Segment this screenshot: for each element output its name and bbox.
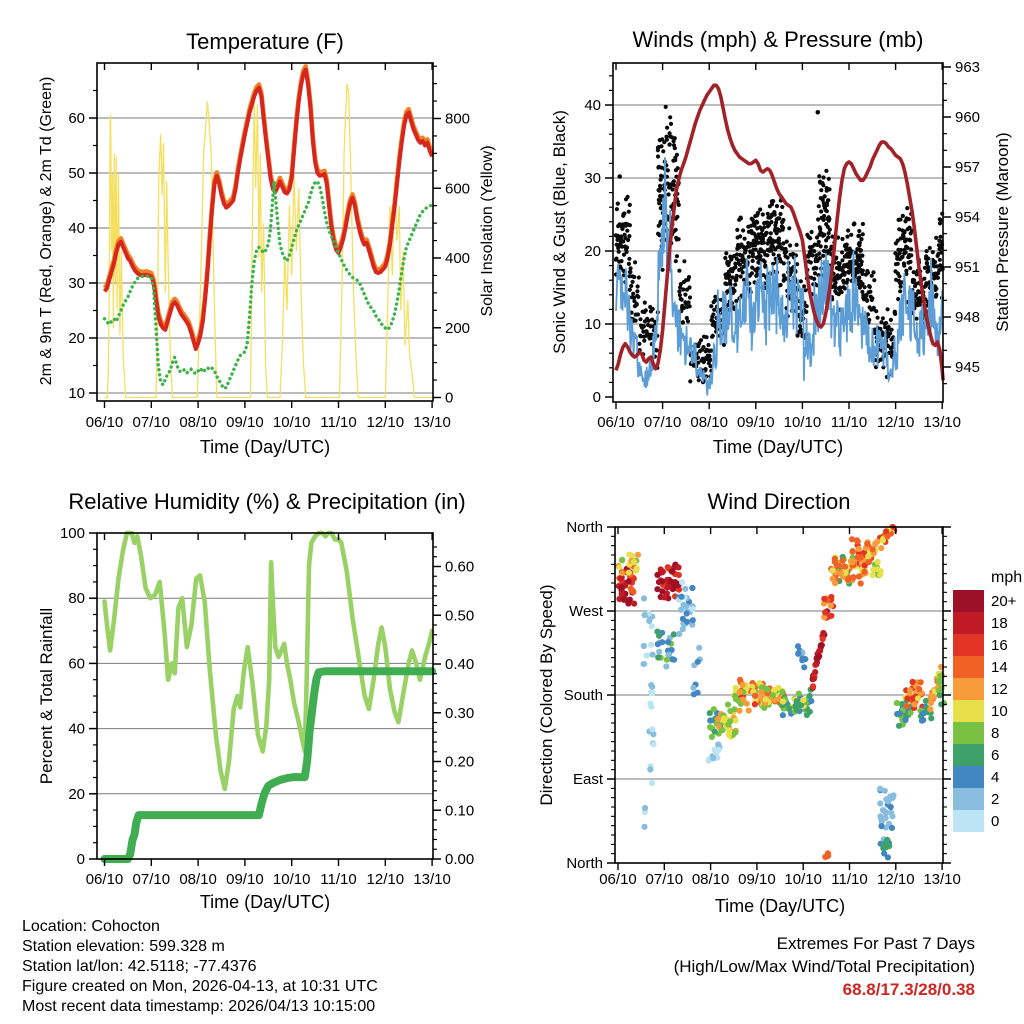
- svg-text:200: 200: [445, 319, 471, 337]
- extremes-title: Extremes For Past 7 Days: [776, 934, 975, 953]
- svg-text:10: 10: [991, 703, 1008, 720]
- svg-text:18: 18: [991, 615, 1008, 632]
- svg-text:08/10: 08/10: [690, 414, 728, 431]
- svg-text:600: 600: [445, 180, 471, 198]
- extremes-subtitle: (High/Low/Max Wind/Total Precipitation): [673, 957, 975, 976]
- svg-text:0: 0: [445, 389, 454, 407]
- svg-text:951: 951: [955, 258, 981, 276]
- svg-text:0: 0: [592, 389, 601, 406]
- temperature-chart-title: Temperature (F): [186, 29, 344, 54]
- svg-text:945: 945: [955, 359, 981, 376]
- svg-text:2: 2: [991, 791, 1000, 808]
- svg-text:08/10: 08/10: [179, 414, 217, 431]
- rh-left-axis-label: Percent & Total Rainfall: [37, 607, 56, 785]
- svg-text:0.20: 0.20: [445, 753, 475, 771]
- svg-text:North: North: [566, 855, 603, 872]
- svg-text:40: 40: [68, 720, 85, 738]
- svg-text:09/10: 09/10: [737, 414, 775, 431]
- svg-text:10: 10: [584, 316, 601, 333]
- extremes-values: 68.8/17.3/28/0.38: [842, 980, 975, 999]
- svg-text:400: 400: [445, 250, 471, 267]
- station-elevation: Station elevation: 599.328 m: [22, 938, 225, 955]
- winds-xaxis-label: Time (Day/UTC): [712, 437, 844, 457]
- svg-text:08/10: 08/10: [179, 871, 217, 888]
- solar-right-axis-label: Solar Insolation (Yellow): [479, 145, 496, 317]
- svg-text:8: 8: [991, 725, 1000, 742]
- svg-text:0.10: 0.10: [445, 802, 475, 820]
- svg-text:960: 960: [955, 108, 981, 126]
- station-info-block: [22, 917, 378, 1017]
- svg-text:20: 20: [68, 785, 85, 803]
- svg-text:957: 957: [955, 158, 981, 176]
- svg-text:06/10: 06/10: [597, 414, 635, 431]
- svg-text:0.50: 0.50: [445, 607, 475, 625]
- svg-text:12/10: 12/10: [877, 871, 915, 888]
- svg-text:963: 963: [955, 58, 981, 76]
- svg-text:13/10: 13/10: [923, 871, 961, 888]
- svg-text:11/10: 11/10: [830, 414, 868, 431]
- svg-text:07/10: 07/10: [132, 871, 171, 888]
- svg-text:12/10: 12/10: [366, 414, 405, 431]
- svg-text:South: South: [563, 687, 603, 705]
- svg-text:20: 20: [584, 243, 601, 260]
- direction-left-axis-label: Direction (Colored By Speed): [537, 584, 556, 806]
- svg-text:East: East: [572, 771, 603, 789]
- svg-text:07/10: 07/10: [643, 414, 682, 431]
- temperature-xaxis-label: Time (Day/UTC): [199, 437, 331, 457]
- temperature-left-axis-label: 2m & 9m T (Red, Orange) & 2m Td (Green): [38, 76, 55, 386]
- svg-text:10/10: 10/10: [272, 871, 311, 888]
- wind-left-axis-label: Sonic Wind & Gust (Blue, Black): [550, 110, 569, 354]
- svg-text:20+: 20+: [991, 593, 1017, 610]
- svg-text:800: 800: [445, 110, 471, 128]
- figure-created-timestamp: Figure created on Mon, 2026-04-13, at 10:31 UTC: [22, 978, 378, 995]
- svg-text:11/10: 11/10: [320, 414, 357, 431]
- station-latlon: Station lat/lon: 42.5118; -77.4376: [22, 958, 257, 975]
- svg-text:30: 30: [584, 170, 601, 187]
- svg-text:40: 40: [584, 97, 601, 114]
- svg-text:06/10: 06/10: [599, 871, 637, 888]
- svg-text:0.60: 0.60: [445, 558, 475, 576]
- svg-text:0: 0: [991, 813, 1000, 830]
- svg-text:13/10: 13/10: [413, 871, 451, 888]
- svg-text:06/10: 06/10: [85, 414, 124, 431]
- svg-text:50: 50: [68, 165, 85, 182]
- svg-text:30: 30: [68, 275, 85, 292]
- station-location: Location: Cohocton: [22, 918, 160, 935]
- svg-text:08/10: 08/10: [691, 871, 730, 888]
- svg-text:0: 0: [76, 851, 85, 868]
- svg-text:20: 20: [68, 330, 85, 347]
- svg-text:16: 16: [991, 637, 1008, 654]
- svg-text:4: 4: [991, 769, 1000, 786]
- data-timestamp: Most recent data timestamp: 2026/04/13 10:15:00: [22, 998, 376, 1015]
- svg-text:0.40: 0.40: [445, 656, 475, 673]
- svg-text:60: 60: [68, 110, 85, 127]
- svg-text:6: 6: [991, 747, 1000, 764]
- svg-text:10/10: 10/10: [783, 414, 822, 431]
- speed-colorbar: [953, 569, 1022, 832]
- svg-text:948: 948: [955, 308, 981, 326]
- svg-text:06/10: 06/10: [85, 871, 124, 888]
- rh-xaxis-label: Time (Day/UTC): [199, 892, 331, 912]
- svg-text:09/10: 09/10: [226, 414, 264, 431]
- svg-text:13/10: 13/10: [413, 414, 451, 431]
- svg-text:0.00: 0.00: [445, 851, 475, 868]
- svg-text:West: West: [569, 603, 603, 621]
- svg-text:10/10: 10/10: [272, 414, 311, 431]
- svg-text:10/10: 10/10: [784, 871, 822, 888]
- svg-text:mph: mph: [991, 569, 1023, 586]
- winds-pressure-chart-title: Winds (mph) & Pressure (mb): [632, 27, 924, 52]
- svg-text:09/10: 09/10: [738, 871, 776, 888]
- svg-text:07/10: 07/10: [645, 871, 684, 888]
- pressure-right-axis-label: Station Pressure (Maroon): [993, 132, 1012, 332]
- rh-precip-chart-title: Relative Humidity (%) & Precipitation (in): [68, 489, 466, 514]
- wind-direction-chart-title: Wind Direction: [707, 489, 851, 514]
- svg-text:954: 954: [955, 208, 981, 226]
- svg-text:100: 100: [59, 525, 85, 542]
- svg-text:40: 40: [68, 220, 85, 237]
- svg-text:11/10: 11/10: [320, 871, 357, 888]
- svg-text:12: 12: [991, 681, 1008, 698]
- svg-text:North: North: [566, 519, 603, 537]
- svg-text:13/10: 13/10: [923, 414, 961, 431]
- svg-text:11/10: 11/10: [831, 871, 868, 888]
- wind-direction-dots: [616, 524, 947, 861]
- svg-text:80: 80: [68, 590, 85, 608]
- svg-text:12/10: 12/10: [366, 871, 405, 888]
- temperature-series: [105, 66, 433, 397]
- rh-precip-series: [105, 533, 433, 859]
- svg-text:10: 10: [68, 385, 85, 402]
- svg-text:60: 60: [68, 655, 85, 673]
- svg-text:09/10: 09/10: [226, 871, 264, 888]
- svg-text:07/10: 07/10: [132, 414, 171, 431]
- svg-text:0.30: 0.30: [445, 704, 475, 722]
- svg-text:12/10: 12/10: [876, 414, 915, 431]
- extremes-block: [600, 932, 975, 1001]
- wind-direction-xaxis-label: Time (Day/UTC): [714, 896, 846, 916]
- svg-text:14: 14: [991, 659, 1008, 676]
